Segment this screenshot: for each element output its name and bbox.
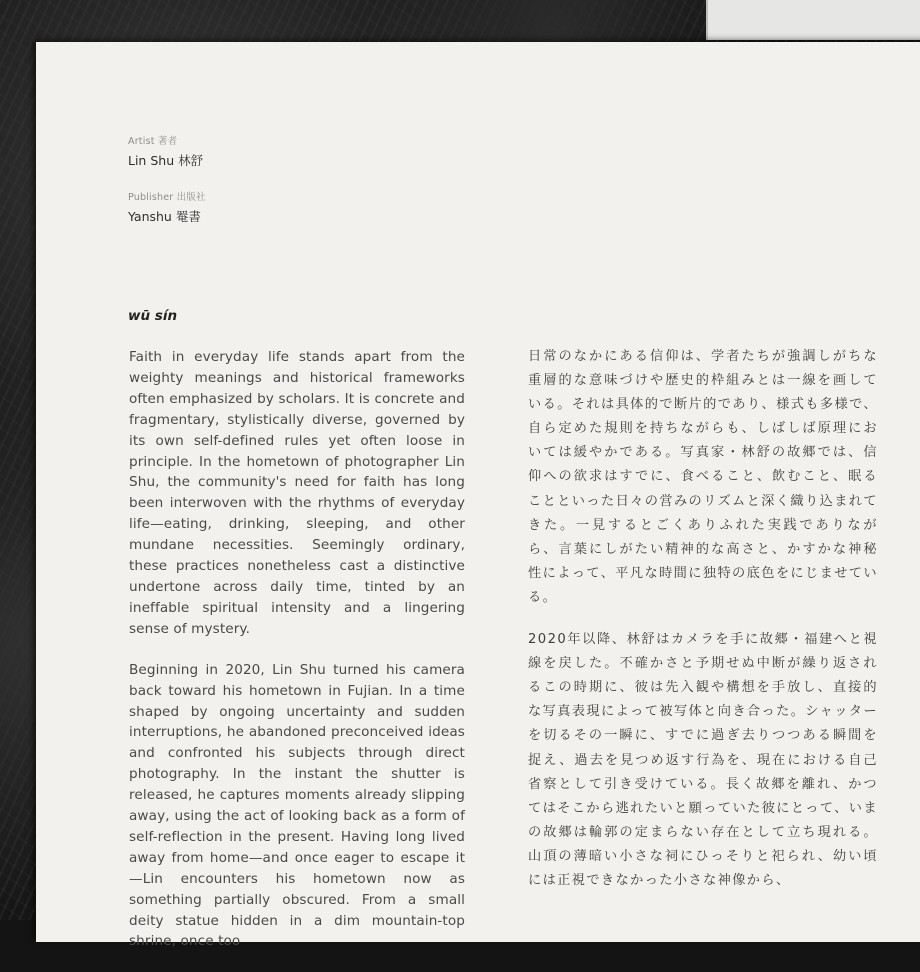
publisher-label: Publisher 出版社 xyxy=(128,192,206,203)
japanese-paragraph-1: 日常のなかにある信仰は、学者たちが強調しがちな重層的な意味づけや歴史的枠組みとは一線を画している。それは具体的で断片的であり、様式も多様で、自ら定めた規則を持ちながらも、しばしば原理においては緩やかである。写真家・林舒の故郷では、信仰への欲求はすでに、食べること、飲むこと、眠ることといった日々の営みのリズムと深く織り込まれてきた。一見するとごくありふれた実践でありながら、言葉にしがたい精神的な高さと、かすかな神秘性によって、平凡な時間に独特の底色をにじませている。 xyxy=(528,349,878,605)
english-paragraph-2: Beginning in 2020, Lin Shu turned his camera back toward his hometown in Fujian. In a time shaped by ongoing uncertainty and sudden interruptions, he abandoned preconceived ideas and confronted his subjects through direct photography. In the instant the shutter is released, he captures moments already slipping away, using the act of looking back as a form of self-reflection in the present. Having long lived away from home—and once eager to escape it—Lin encounters his hometown now as something partially obscured. From a small deity statue hidden in a dim mountain-top shrine, once too xyxy=(129,661,465,950)
work-title: wū sín xyxy=(128,308,178,324)
japanese-paragraph-2: 2020年以降、林舒はカメラを手に故郷・福建へと視線を戻した。不確かさと予期せぬ中断が繰り返されるこの時期に、彼は先入観や構想を手放し、直接的な写真表現によって被写体と向き合った。シャッターを切るその一瞬に、すでに過ぎ去りつつある瞬間を捉え、過去を見つめ返す行為を、現在における自己省察として引き受けている。長く故郷を離れ、かつてはそこから逃れたいと願っていた彼にとって、いまの故郷は輪郭の定まらない存在として立ち現れる。山頂の薄暗い小さな祠にひっそりと祀られ、幼い頃には正視できなかった小さな神像から、 xyxy=(528,632,878,888)
publisher-value: Yanshu 罨書 xyxy=(128,209,201,224)
japanese-column xyxy=(528,345,878,911)
english-paragraph-1: Faith in everyday life stands apart from the weighty meanings and historical frameworks often emphasized by scholars. It is concrete and fragmentary, stylistically diverse, governed by its own self-defined rules yet often loose in principle. In the hometown of photographer Lin Shu, the community's need for faith has long been interwoven with the rhythms of everyday life—eating, drinking, sleeping, and other mundane necessities. Seemingly ordinary, these practices nonetheless cast a distinctive undertone across daily time, tinted by an ineffable spiritual intensity and a lingering sense of mystery. xyxy=(129,349,465,637)
top-sheet xyxy=(706,0,920,40)
artist-label: Artist 著者 xyxy=(128,136,178,147)
artist-value: Lin Shu 林舒 xyxy=(128,153,204,168)
english-column xyxy=(129,347,465,972)
